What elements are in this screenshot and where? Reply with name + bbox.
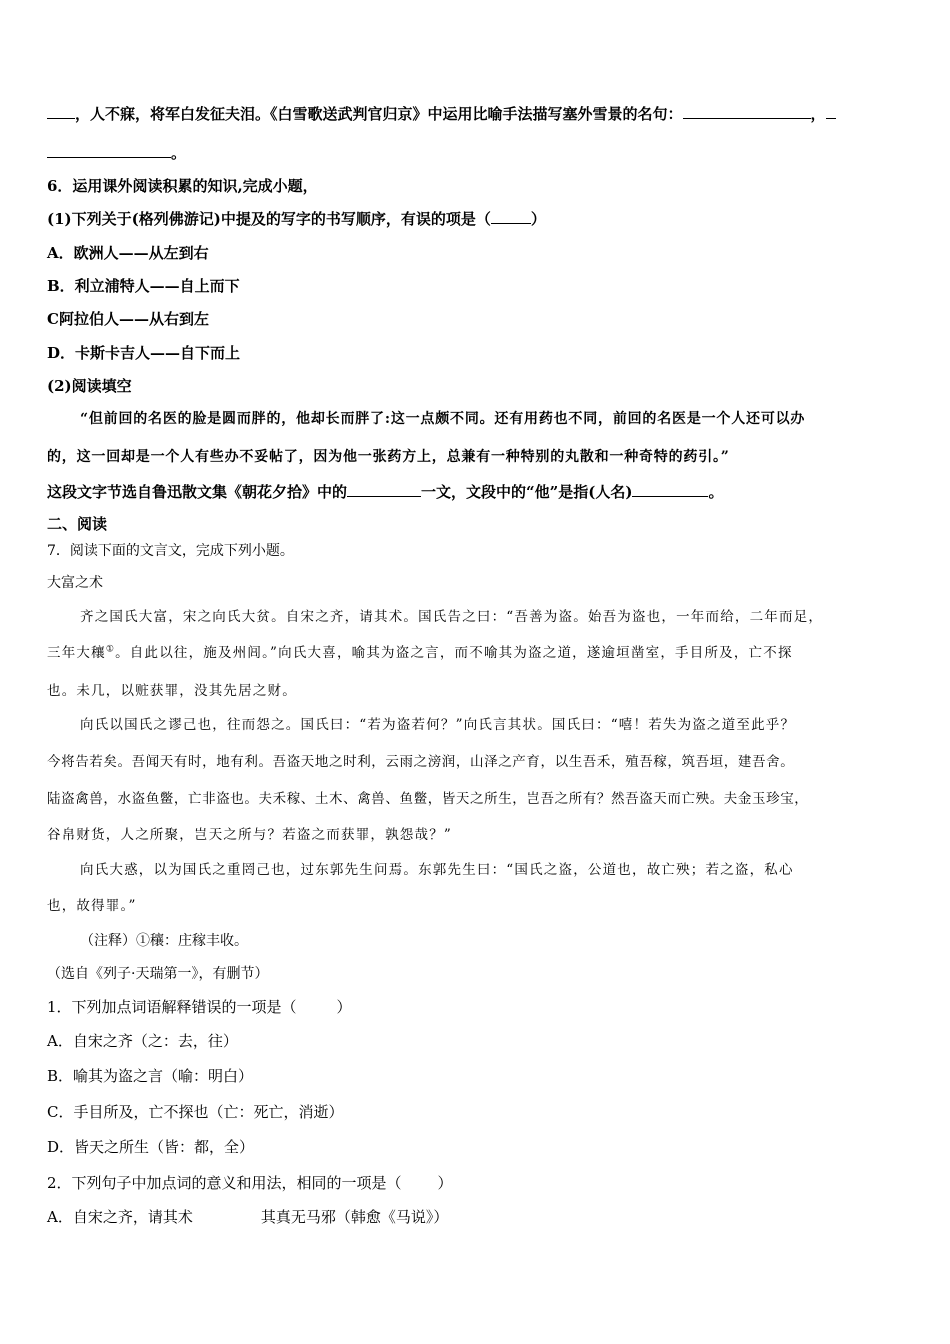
section-heading: 二、阅读 xyxy=(47,515,108,533)
quote-line-1: “但前回的名医的脸是圆而胖的，他却长而胖了:这一点颇不同。还有用药也不同，前回的名医是一个人还可以办 xyxy=(80,411,806,427)
subq-1-option-b: B．喻其为盗之言（喻：明白） xyxy=(47,1067,254,1085)
subq-2: 2．下列句子中加点词的意义和用法，相同的一项是（ ） xyxy=(47,1174,453,1192)
poem-fill-line-2: 。 xyxy=(47,142,186,163)
passage-line: 谷帛财货，人之所聚，岂天之所与？若盗之而获罪，孰怨哉？” xyxy=(47,827,453,843)
q6-option-a: A．欧洲人——从左到右 xyxy=(47,244,209,262)
blank[interactable] xyxy=(47,104,75,119)
q6-title: 6．运用课外阅读积累的知识,完成小题， xyxy=(47,177,318,195)
q6-option-b: B．利立浦特人——自上而下 xyxy=(47,277,240,295)
q6-fill: 这段文字节选自鲁迅散文集《朝花夕拾》中的 一文，文段中的“他”是指(人名) 。 xyxy=(47,483,724,501)
passage-title: 大富之术 xyxy=(47,575,103,591)
poem-fill-line-1: ，人不寐，将军白发征夫泪。《白雪歌送武判官归京》中运用比喻手法描写塞外雪景的名句： ， xyxy=(47,103,836,124)
subq-1-option-c: C．手目所及，亡不探也（亡：死亡，消逝） xyxy=(47,1103,344,1121)
passage-line: 向氏以国氏之谬己也，往而怨之。国氏曰：“若为盗若何？”向氏言其状。国氏曰：“嘻！若失为盗之道至此乎？ xyxy=(80,717,796,733)
subq-2-option-a: A．自宋之齐，请其术 其真无马邪（韩愈《马说》） xyxy=(47,1208,449,1226)
answer-blank[interactable] xyxy=(491,209,531,224)
blank[interactable] xyxy=(683,104,811,119)
blank[interactable] xyxy=(632,482,708,497)
q6-option-d: D．卡斯卡吉人——自下而上 xyxy=(47,344,241,362)
passage-line: 今将告若矣。吾闻天有时，地有利。吾盗天地之时利，云雨之滂润，山泽之产育，以生吾禾，殖吾稼，筑吾垣，建吾舍。 xyxy=(47,754,795,770)
annotation: （注释）①穰：庄稼丰收。 xyxy=(80,933,248,949)
passage-line: 也，故得罪。” xyxy=(47,898,137,914)
passage-line: 陆盗禽兽，水盗鱼鳖，亡非盗也。夫禾稼、土木、禽兽、鱼鳖，皆天之所生，岂吾之所有？然吾盗天而亡殃。夫金玉珍宝， xyxy=(47,791,809,807)
passage-line: 三年大穰①。自此以往，施及州闾。”向氏大喜，喻其为盗之言，而不喻其为盗之道，遂逾垣凿室，手目所及，亡不探 xyxy=(47,644,793,661)
source: （选自《列子·天瑞第一》，有删节） xyxy=(47,966,269,982)
blank[interactable] xyxy=(826,104,836,119)
q6-sub1: (1)下列关于(格列佛游记)中提及的写字的书写顺序，有误的项是（ ） xyxy=(47,210,546,228)
q6-option-c: C阿拉伯人——从右到左 xyxy=(47,310,209,328)
subq-1-option-d: D．皆天之所生（皆：都，全） xyxy=(47,1138,255,1156)
subq-1: 1．下列加点词语解释错误的一项是（ ） xyxy=(47,998,352,1016)
q6-sub2: (2)阅读填空 xyxy=(47,377,132,395)
passage-line: 向氏大惑，以为国氏之重罔己也，过东郭先生问焉。东郭先生曰：“国氏之盗，公道也，故亡殃；若之盗，私心 xyxy=(80,862,794,878)
blank[interactable] xyxy=(47,143,171,158)
subq-1-option-a: A．自宋之齐（之：去，往） xyxy=(47,1032,238,1050)
blank[interactable] xyxy=(347,482,421,497)
passage-line: 也。未几，以赃获罪，没其先居之财。 xyxy=(47,683,297,699)
passage-line: 齐之国氏大富，宋之向氏大贫。自宋之齐，请其术。国氏告之曰：“吾善为盗。始吾为盗也，一年而给，二年而足， xyxy=(80,609,824,625)
q7-title: 7．阅读下面的文言文，完成下列小题。 xyxy=(47,543,294,559)
quote-line-2: 的，这一回却是一个人有些办不妥帖了，因为他一张药方上，总兼有一种特别的丸散和一种奇特的药引。” xyxy=(47,449,730,465)
